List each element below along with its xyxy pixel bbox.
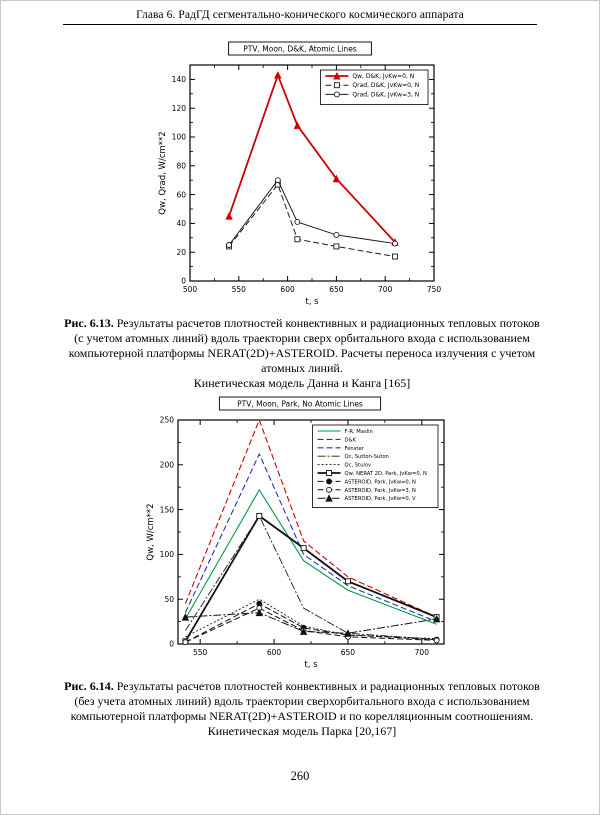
figure-6-14-caption-body: Результаты расчетов плотностей конвективных и радиационных тепловых потоков (без учета атомных линий) вдоль траектории сверхорбитального входа с использованием компьютерной платформы NERAT(2D)+ASTEROID и по корелляционным соотношениям. Кинетическая модель Парка [20,167] <box>70 679 540 738</box>
svg-text:100: 100 <box>171 132 186 142</box>
svg-text:t, s: t, s <box>305 297 319 307</box>
svg-text:550: 550 <box>231 285 246 294</box>
svg-text:140: 140 <box>171 75 186 85</box>
figure-6-13-caption <box>63 316 541 390</box>
svg-text:PTV, Moon, D&K, Atomic Lines: PTV, Moon, D&K, Atomic Lines <box>243 44 357 54</box>
figure-6-14 <box>63 396 540 739</box>
figure-6-13-caption-tail: Кинетическая модель Данна и Канга [165] <box>193 375 411 390</box>
figure-6-13 <box>63 41 540 390</box>
svg-text:Qw, W/cm**2: Qw, W/cm**2 <box>146 503 156 561</box>
figure-6-13-caption-body: Результаты расчетов плотностей конвективных и радиационных тепловых потоков (с учетом атомных линий) вдоль траектории сверх орбитального входа с использованием компьютерной платформы NERAT(2D)+ASTEROID. Расчеты переноса излучения с учетом атомных линий. <box>68 316 540 375</box>
svg-text:500: 500 <box>182 285 198 294</box>
svg-text:ASTEROID, Park, JvKw=3, N: ASTEROID, Park, JvKw=3, N <box>344 488 416 495</box>
svg-text:F-R, Maslin: F-R, Maslin <box>344 429 373 436</box>
svg-text:Qw, NERAT 2D, Park, JvKw=0, N: Qw, NERAT 2D, Park, JvKw=0, N <box>344 471 427 478</box>
svg-text:Qrad, D&K, JvKw=0, N: Qrad, D&K, JvKw=0, N <box>352 82 420 90</box>
svg-text:700: 700 <box>414 648 429 658</box>
svg-text:Qrad, D&K, JvKw=3, N: Qrad, D&K, JvKw=3, N <box>352 91 420 99</box>
svg-text:650: 650 <box>340 648 356 658</box>
svg-text:250: 250 <box>159 416 174 426</box>
svg-text:60: 60 <box>176 190 186 200</box>
chapter-header-text: Глава 6. РадГД сегментально-конического космического аппарата <box>136 9 464 21</box>
svg-text:80: 80 <box>176 161 186 171</box>
chart-6-13-heat-flux-plot <box>154 41 446 311</box>
figure-6-13-caption-label: Рис. 6.13. <box>64 316 114 330</box>
svg-text:50: 50 <box>164 595 174 605</box>
svg-text:Fenster: Fenster <box>344 446 364 453</box>
svg-text:40: 40 <box>176 219 186 229</box>
svg-text:600: 600 <box>280 285 295 294</box>
chart-6-14-heat-flux-plot <box>142 396 458 674</box>
svg-text:650: 650 <box>329 285 344 294</box>
svg-text:550: 550 <box>193 648 208 658</box>
svg-text:150: 150 <box>159 505 174 515</box>
svg-text:Qc, Stulov: Qc, Stulov <box>344 462 372 469</box>
svg-text:0: 0 <box>181 276 186 286</box>
svg-text:t, s: t, s <box>304 660 318 671</box>
svg-text:Qw, D&K, JvKw=0, N: Qw, D&K, JvKw=0, N <box>352 73 415 80</box>
svg-text:750: 750 <box>426 285 442 294</box>
svg-text:100: 100 <box>159 550 174 560</box>
figure-6-14-caption <box>63 679 541 739</box>
svg-text:Qc, Sutton-Suton: Qc, Sutton-Suton <box>344 454 389 461</box>
page-number: 260 <box>290 769 310 783</box>
svg-text:20: 20 <box>176 247 186 257</box>
svg-text:120: 120 <box>171 103 186 113</box>
svg-text:Qw, Qrad, W/cm**2: Qw, Qrad, W/cm**2 <box>158 131 168 215</box>
figure-6-14-caption-label: Рис. 6.14. <box>64 679 114 694</box>
document-page <box>1 1 599 814</box>
chapter-header <box>63 9 537 25</box>
svg-text:600: 600 <box>266 648 282 658</box>
svg-text:ASTEROID, Park, JvKw=0, N: ASTEROID, Park, JvKw=0, N <box>344 479 416 486</box>
svg-text:ASTEROID, Park, JvKw=0, V: ASTEROID, Park, JvKw=0, V <box>344 496 416 503</box>
svg-text:200: 200 <box>159 460 174 470</box>
svg-text:700: 700 <box>378 285 393 294</box>
svg-text:PTV, Moon, Park, No Atomic Lin: PTV, Moon, Park, No Atomic Lines <box>237 399 363 409</box>
header-divider <box>63 24 537 25</box>
svg-text:0: 0 <box>169 640 174 650</box>
svg-text:D&K: D&K <box>344 437 356 444</box>
